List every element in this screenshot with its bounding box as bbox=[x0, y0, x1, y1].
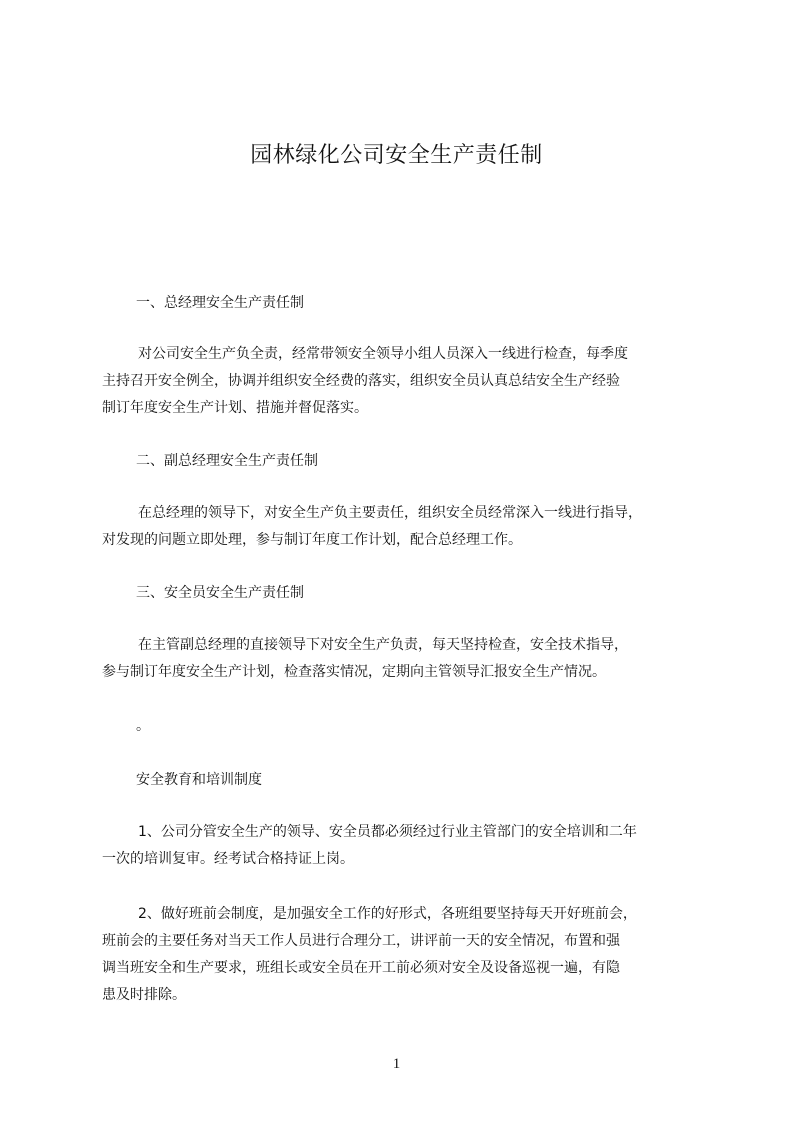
list-item bbox=[102, 901, 714, 1009]
paragraph-line: 制订年度安全生产计划、措施并督促落实。 bbox=[102, 400, 368, 416]
section-heading-safety-education: 安全教育和培训制度 bbox=[136, 772, 262, 788]
paragraph-line: 对公司安全生产负全责，经常带领安全领导小组人员深入一线进行检查，每季度 bbox=[138, 346, 628, 362]
paragraph-line: 参与制订年度安全生产计划，检查落实情况，定期向主管领导汇报安全生产情况。 bbox=[102, 664, 606, 680]
paragraph-line: 2、做好班前会制度，是加强安全工作的好形式，各班组要坚持每天开好班前会， bbox=[138, 906, 637, 922]
paragraph-line: 在主管副总经理的直接领导下对安全生产负责，每天坚持检查，安全技术指导， bbox=[138, 637, 628, 653]
paragraph-line: 调当班安全和生产要求，班组长或安全员在开工前必须对安全及设备巡视一遍，有隐 bbox=[102, 960, 620, 976]
paragraph-line: 班前会的主要任务对当天工作人员进行合理分工，讲评前一天的安全情况，布置和强 bbox=[102, 933, 620, 949]
paragraph-line: 在总经理的领导下，对安全生产负主要责任，组织安全员经常深入一线进行指导， bbox=[138, 505, 642, 521]
section-body-safety-officer bbox=[102, 632, 714, 686]
paragraph-line: 对发现的问题立即处理，参与制订年度工作计划，配合总经理工作。 bbox=[102, 532, 522, 548]
page-title: 园林绿化公司安全生产责任制 bbox=[250, 143, 543, 168]
section-heading-general-manager: 一、总经理安全生产责任制 bbox=[136, 295, 304, 311]
section-body-general-manager bbox=[102, 341, 714, 422]
paragraph-line: 1、公司分管安全生产的领导、安全员都必须经过行业主管部门的安全培训和二年 bbox=[138, 824, 637, 840]
section-heading-safety-officer: 三、安全员安全生产责任制 bbox=[136, 585, 304, 601]
page-number: 1 bbox=[392, 1056, 401, 1072]
section-body-deputy-manager bbox=[102, 500, 714, 554]
paragraph-line: 一次的培训复审。经考试合格持证上岗。 bbox=[102, 851, 354, 867]
paragraph-line: 患及时排除。 bbox=[102, 987, 186, 1003]
list-item bbox=[102, 819, 714, 873]
stray-punctuation: 。 bbox=[136, 718, 150, 734]
section-heading-deputy-manager: 二、副总经理安全生产责任制 bbox=[136, 453, 318, 469]
paragraph-line: 主持召开安全例全，协调并组织安全经费的落实，组织安全员认真总结安全生产经验 bbox=[102, 373, 620, 389]
